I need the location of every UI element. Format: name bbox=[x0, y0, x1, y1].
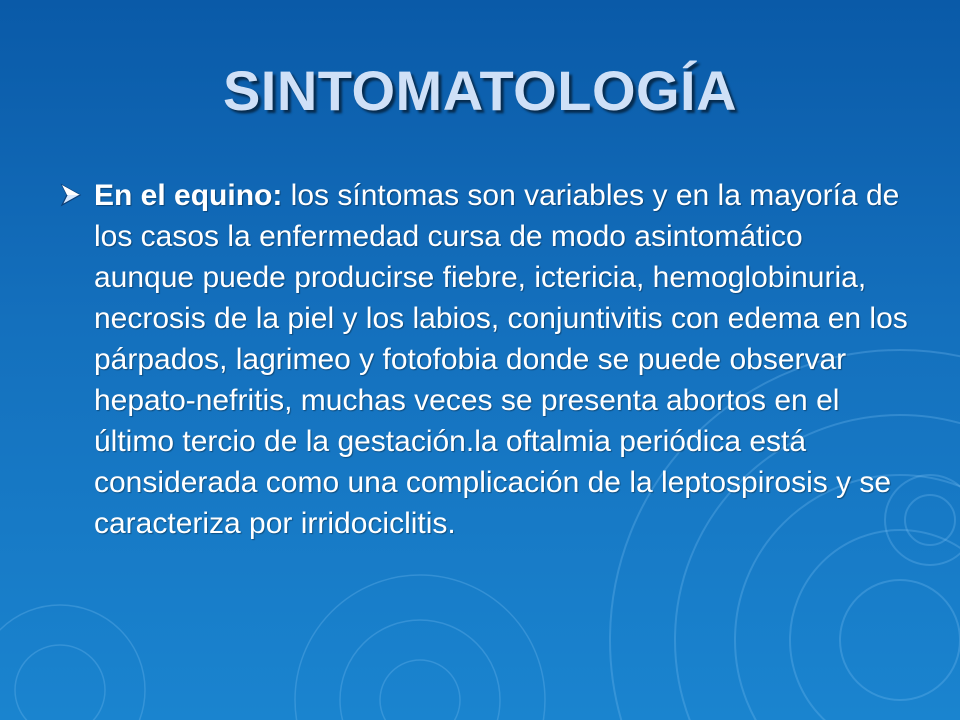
slide-body bbox=[60, 175, 910, 544]
arrowhead-bullet-icon bbox=[60, 183, 82, 207]
bullet-text: los síntomas son variables y en la mayoría de los casos la enfermedad cursa de modo asintomático aunque puede producirse fiebre, ictericia, hemoglobinuria, necrosis de la piel y los labios, conjuntivitis con edema en los párpados, lagrimeo y fotofobia donde se puede observar hepato-nefritis, muchas veces se presenta abortos en el último tercio de la gestación.la oftalmia periódica está considerada como una complicación de la leptospirosis y se caracteriza por irridociclitis. bbox=[94, 179, 908, 540]
slide-title: SINTOMATOLOGÍA bbox=[222, 59, 738, 122]
bullet-item bbox=[60, 175, 910, 544]
bullet-lead: En el equino: bbox=[94, 179, 283, 212]
